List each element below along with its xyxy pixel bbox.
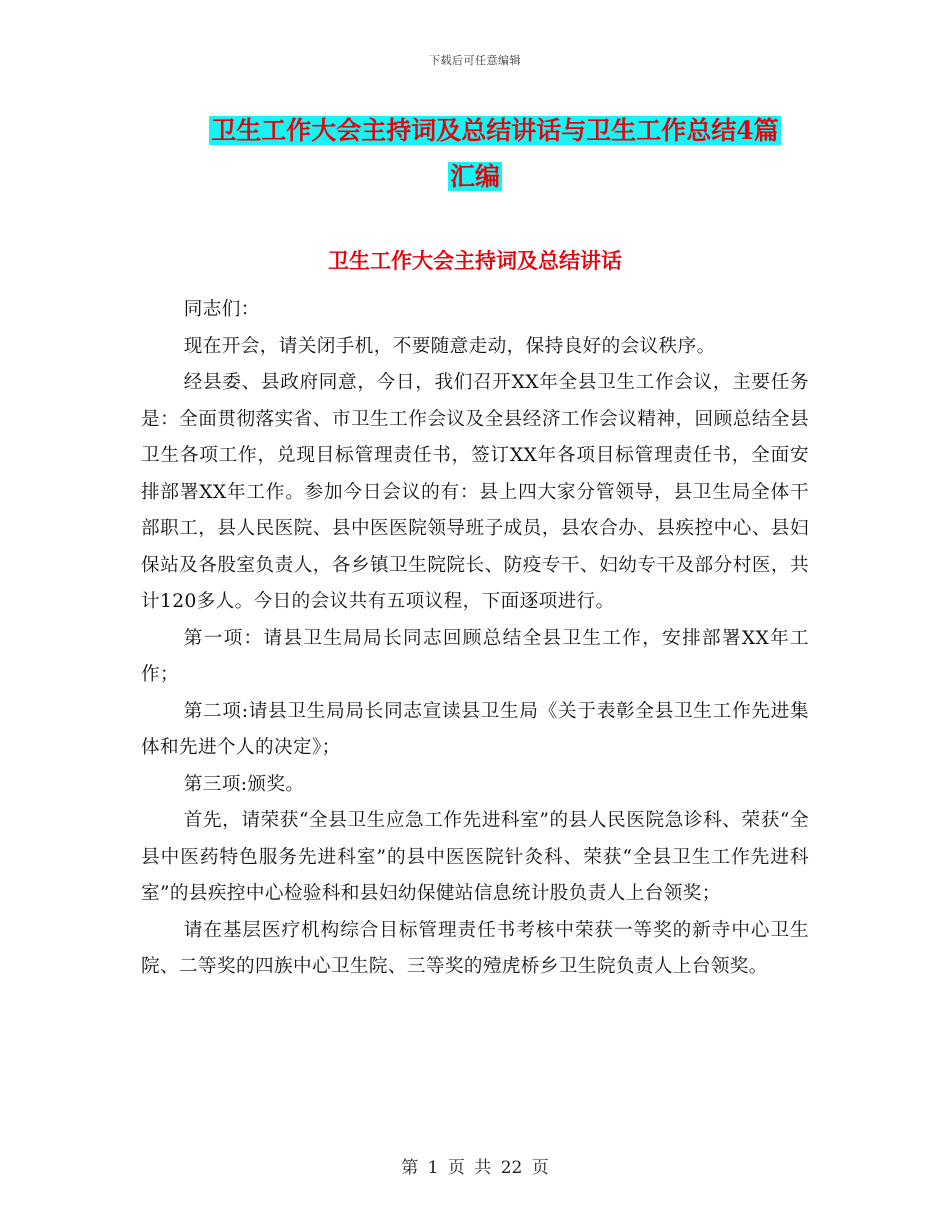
paragraph: 经县委、县政府同意，今日，我们召开XX年全县卫生工作会议，主要任务是：全面贯彻落实省、市卫生工作会议及全县经济工作会议精神，回顾总结全县卫生各项工作，兑现目标管理责任书，签订XX年各项目标管理责任书，全面安排部署XX年工作。参加今日会议的有：县上四大家分管领导，县卫生局全体干部职工，县人民医院、县中医医院领导班子成员，县农合办、县疾控中心、县妇保站及各股室负责人，各乡镇卫生院院长、防疫专干、妇幼专干及部分村医，共计120多人。今日的会议共有五项议程，下面逐项进行。: [141, 372, 809, 612]
document-title-line-2: 汇编: [449, 162, 500, 191]
paragraph: 请在基层医疗机构综合目标管理责任书考核中荣获一等奖的新寺中心卫生院、二等奖的四族中心卫生院、三等奖的殪虎桥乡卫生院负责人上台领奖。: [141, 919, 809, 977]
paragraph: 同志们：: [183, 299, 260, 320]
page-header: 下载后可任意编辑: [429, 54, 521, 67]
paragraph: 第二项:请县卫生局局长同志宣读县卫生局《关于表彰全县卫生工作先进集体和先进个人的决定》；: [141, 700, 809, 758]
paragraph: 首先，请荣获“全县卫生应急工作先进科室”的县人民医院急诊科、荣获“全县中医药特色服务先进科室”的县中医医院针灸科、荣获“全县卫生工作先进科室”的县疾控中心检验科和县妇幼保健站信息统计股负责人上台领奖；: [141, 810, 809, 904]
document-body: [141, 292, 809, 986]
paragraph: 第三项:颁奖。: [183, 773, 305, 795]
paragraph: 第一项：请县卫生局局长同志回顾总结全县卫生工作，安排部署XX年工作；: [141, 627, 809, 685]
document-title-line-1: 卫生工作大会主持词及总结讲话与卫生工作总结4篇: [211, 116, 779, 145]
paragraph: 现在开会，请关闭手机，不要随意走动，保持良好的会议秩序。: [183, 335, 716, 357]
section-title: 卫生工作大会主持词及总结讲话: [328, 248, 622, 273]
document-title: [0, 108, 950, 200]
page-footer: 第 1 页 共 22 页: [401, 1158, 549, 1178]
